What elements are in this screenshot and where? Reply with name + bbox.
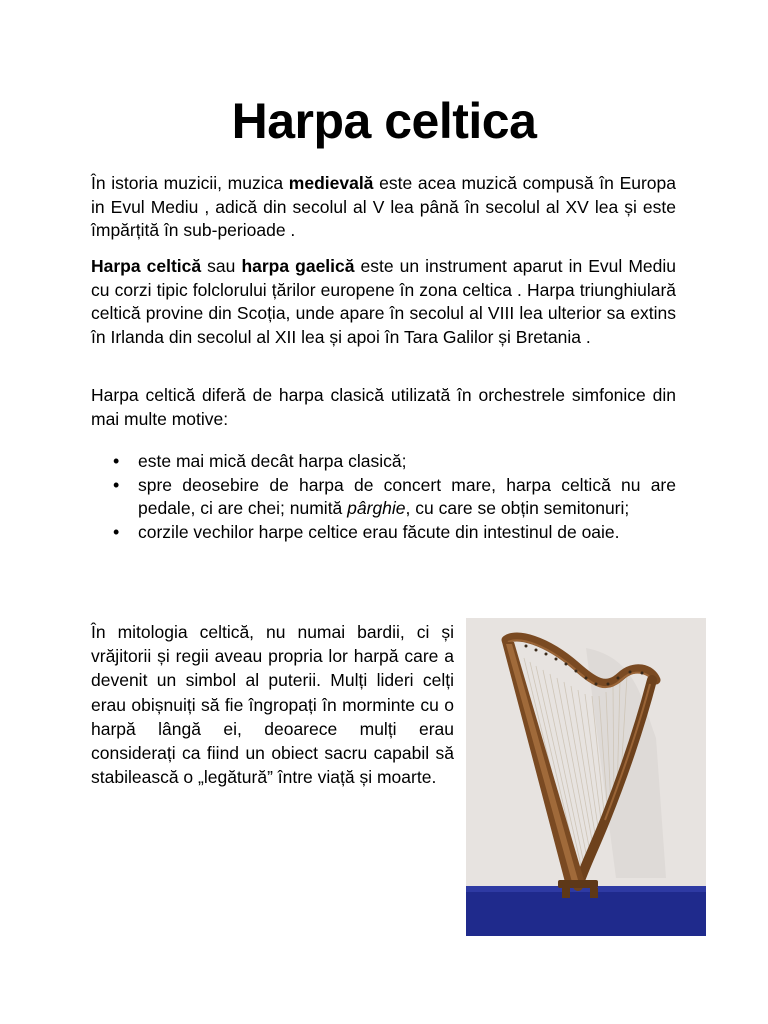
p2-link-celtica: celtica — [462, 279, 512, 300]
celtic-harp-photo — [466, 618, 706, 936]
paragraph-differences-intro: Harpa celtică diferă de harpa clasică utilizată în orchestrele simfonice din mai multe motive: — [91, 385, 676, 429]
p1-text-1: În istoria muzicii, muzica — [91, 173, 289, 193]
paragraph-medieval-music — [91, 172, 676, 243]
list-item-text: este mai mică decât harpa clasică; — [138, 451, 407, 471]
list-item — [91, 521, 676, 545]
list-item-text: corzile vechilor harpe celtice erau făcute din intestinul de oaie. — [138, 521, 620, 542]
list-item-italic-parghie: pârghie — [347, 498, 406, 518]
list-item-text: , cu care se obțin semitonuri; — [405, 498, 630, 518]
p2-text-4: tipic folclorului — [151, 279, 272, 300]
p2-link-bretania: Bretania — [515, 326, 581, 347]
differences-list — [91, 450, 676, 544]
p1-bold-medievala: medievală — [288, 173, 374, 193]
list-item — [91, 450, 676, 474]
p2-text-6: europene în zona — [315, 279, 463, 300]
p2-bold-harpa-gaelica: harpa gaelică — [241, 256, 355, 276]
p2-text-2: este un instrument aparut in Evul Mediu cu — [91, 256, 676, 300]
paragraph-mythology: În mitologia celtică, nu numai bardii, ci și vrăjitorii și regii aveau propria lor harpă care a devenit un simbol al puterii. Mulți lideri celți erau obișnuiți să fie îngropați în morminte cu o harpă lângă ei, deoarece mulți erau considerați ca fiind un obiect sacru capabil să stabilească o „legătură” între viață și moarte. — [91, 622, 454, 788]
page-title: Harpa celtica — [231, 93, 537, 149]
p2-link-tarilor: țărilor — [271, 279, 316, 300]
p1-text-2: este acea muzică compusă în Europa in Evul Mediu , adică din secolul al V lea până în secolul al XV lea și este împărțită în sub-perioade . — [91, 173, 676, 240]
p2-text-10: și — [493, 326, 516, 347]
p2-link-tara-galilor: Tara Galilor — [403, 326, 494, 347]
paragraph-harp-definition — [91, 255, 676, 349]
harp-illustration — [466, 618, 706, 936]
list-item — [91, 474, 676, 521]
p2-bold-harpa-celtica: Harpa celtică — [91, 256, 202, 276]
p2-text-1: sau — [201, 256, 242, 276]
p2-text-8: . Harpa triunghiulară celtică provine din Scoția, unde apare în secolul al VIII lea ulterior sa extins în Irlanda din secolul al XII lea și apoi în — [91, 279, 677, 347]
p2-link-corzi: corzi — [114, 279, 152, 300]
p2-text-12: . — [580, 326, 591, 347]
list-item-text: spre deosebire de harpa de concert mare, harpa celtică nu are pedale, ci are chei; numită — [138, 474, 676, 518]
